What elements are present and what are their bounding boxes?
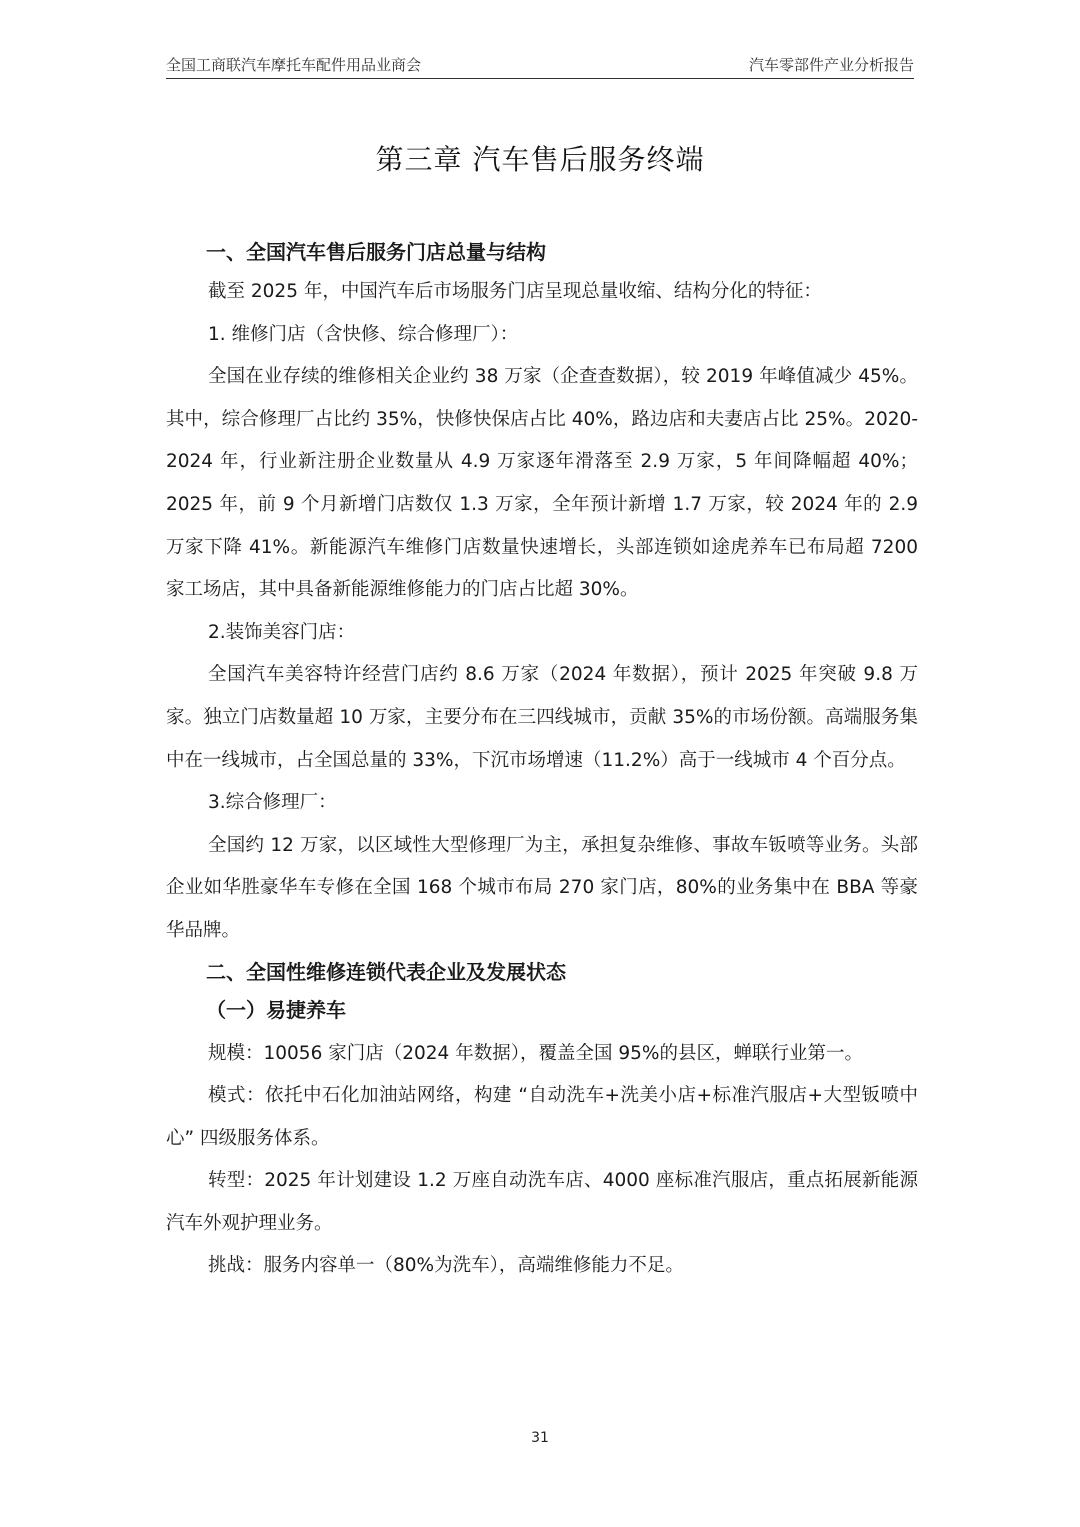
section-1-heading: 一、全国汽车售后服务门店总量与结构	[206, 240, 546, 264]
page-header	[166, 52, 914, 79]
chapter-title: 第三章 汽车售后服务终端	[375, 143, 705, 176]
yijie-transform: 转型：2025 年计划建设 1.2 万座自动洗车店、4000 座标准汽服店，重点拓展新能源汽车外观护理业务。	[166, 1170, 918, 1234]
header-organization: 全国工商联汽车摩托车配件用品业商会	[166, 56, 422, 74]
item-1-body: 全国在业存续的维修相关企业约 38 万家（企查查数据），较 2019 年峰值减少 45%。其中，综合修理厂占比约 35%，快修快保店占比 40%，路边店和夫妻店占比 25%。2020-2024 年，行业新注册企业数量从 4.9 万家逐年滑落至 2.9 万家，5 年间降幅超 40%；2025 年，前 9 个月新增门店数仅 1.3 万家，全年预计新增 1.7 万家，较 2024 年的 2.9 万家下降 41%。新能源汽车维修门店数量快速增长，头部连锁如途虎养车已布局超 7200 家工场店，其中具备新能源维修能力的门店占比超 30%。	[166, 366, 918, 601]
item-1-title: 1. 维修门店（含快修、综合修理厂）：	[208, 323, 519, 345]
section-1-intro: 截至 2025 年，中国汽车后市场服务门店呈现总量收缩、结构分化的特征：	[208, 281, 822, 302]
item-3-title: 3.综合修理厂：	[208, 792, 337, 814]
subsection-1-heading: （一）易捷养车	[206, 997, 346, 1022]
section-2-heading: 二、全国性维修连锁代表企业及发展状态	[206, 959, 566, 984]
header-report-title: 汽车零部件产业分析报告	[748, 56, 914, 74]
main-content	[166, 233, 918, 1288]
item-3-body: 全国约 12 万家，以区域性大型修理厂为主，承担复杂维修、事故车钣喷等业务。头部企业如华胜豪华车专修在全国 168 个城市布局 270 家门店，80%的业务集中在 BBA 等豪华品牌。	[166, 834, 918, 941]
yijie-scale: 规模：10056 家门店（2024 年数据），覆盖全国 95%的县区，蝉联行业第一。	[208, 1042, 863, 1064]
yijie-challenge: 挑战：服务内容单一（80%为洗车），高端维修能力不足。	[208, 1255, 684, 1277]
item-2-body: 全国汽车美容特许经营门店约 8.6 万家（2024 年数据），预计 2025 年突破 9.8 万家。独立门店数量超 10 万家，主要分布在三四线城市，贡献 35%的市场份额。高端服务集中在一线城市，占全国总量的 33%，下沉市场增速（11.2%）高于一线城市 4 个百分点。	[166, 664, 918, 771]
page-number: 31	[531, 1430, 549, 1446]
yijie-model: 模式：依托中石化加油站网络，构建 “自动洗车+洗美小店+标准汽服店+大型钣喷中心” 四级服务体系。	[166, 1085, 918, 1149]
item-2-title: 2.装饰美容门店：	[208, 621, 356, 643]
